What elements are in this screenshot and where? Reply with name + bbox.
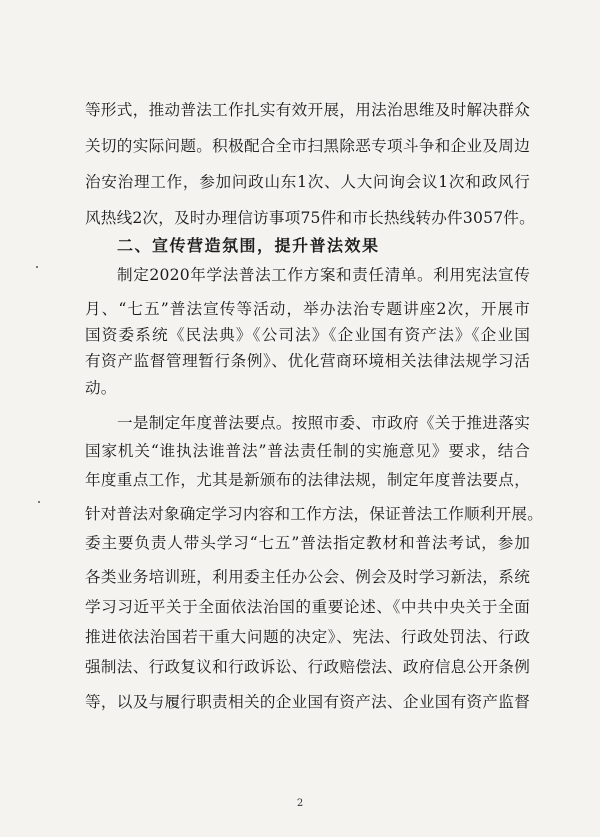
paragraph-line: 各类业务培训班，利用委主任办公会、例会及时学习新法，系统	[85, 568, 530, 586]
paragraph-line: 国资委系统《民法典》《公司法》《企业国有资产法》《企业国	[85, 326, 530, 344]
paragraph-line: 推进依法治国若干重大问题的决定》、宪法、行政处罚法、行政	[85, 628, 530, 646]
paragraph-line: 等，以及与履行职责相关的企业国有资产法、企业国有资产监督	[85, 693, 530, 711]
paragraph-line: 国家机关“谁执法谁普法”普法责任制的实施意见》要求，结合	[85, 442, 530, 460]
paragraph-line: 关切的实际问题。积极配合全市扫黑除恶专项斗争和企业及周边	[85, 137, 530, 155]
section-heading: 二、宣传营造氛围，提升普法效果	[117, 236, 380, 255]
paragraph-line: 针对普法对象确定学习内容和工作方法，保证普法工作顺利开展。	[85, 505, 544, 523]
paragraph-line: 制定2020年学法普法工作方案和责任清单。利用宪法宣传	[117, 266, 530, 284]
paragraph-line: 一是制定年度普法要点。按照市委、市政府《关于推进落实	[117, 414, 530, 432]
scan-speck	[38, 501, 40, 503]
paragraph-line: 学习习近平关于全面依法治国的重要论述、《中共中央关于全面	[85, 598, 530, 616]
paragraph-line: 委主要负责人带头学习“七五”普法指定教材和普法考试，参加	[85, 534, 530, 552]
paragraph-line: 年度重点工作，尤其是新颁布的法律法规，制定年度普法要点，	[85, 471, 530, 489]
paragraph-line: 强制法、行政复议和行政诉讼、行政赔偿法、政府信息公开条例	[85, 658, 530, 676]
paragraph-line: 有资产监督管理暂行条例》、优化营商环境相关法律法规学习活	[85, 352, 530, 370]
paragraph-line: 风热线2次，及时办理信访事项75件和市长热线转办件3057件。	[85, 209, 535, 227]
paragraph-line: 月、“七五”普法宣传等活动，举办法治专题讲座2次，开展市	[85, 300, 530, 318]
paragraph-line: 动。	[85, 379, 117, 397]
page-number: 2	[296, 798, 304, 809]
paragraph-line: 治安治理工作，参加问政山东1次、人大问询会议1次和政风行	[85, 173, 530, 191]
scan-speck	[36, 266, 38, 268]
paragraph-line: 等形式，推动普法工作扎实有效开展，用法治思维及时解决群众	[85, 101, 530, 119]
